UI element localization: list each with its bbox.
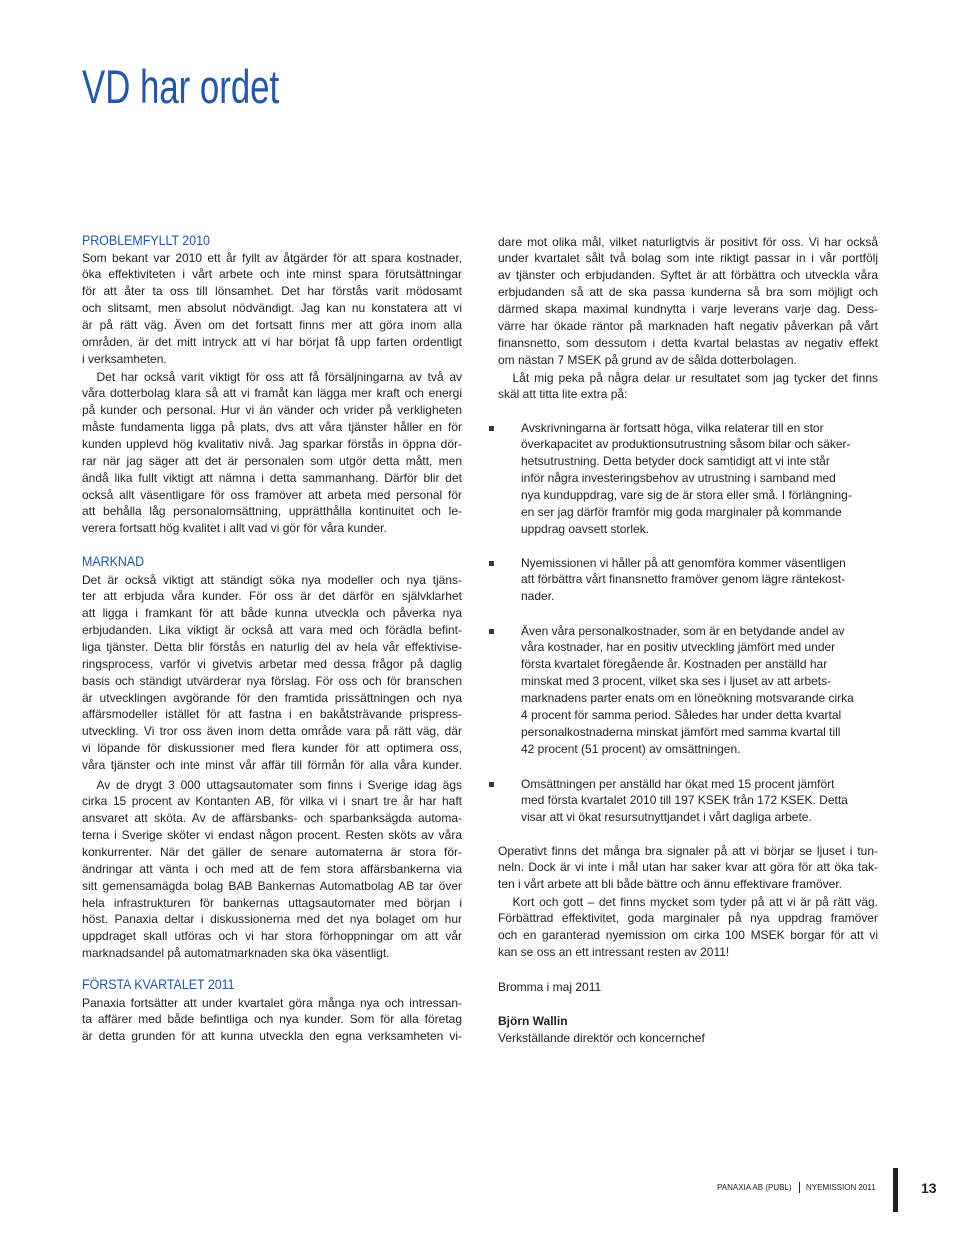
text-line: i verksamheten. xyxy=(82,351,167,366)
text-line: första kvartalet föregående år. Kostnaden per anställd har xyxy=(521,657,828,672)
text-line: neln. Dock är vi inte i mål utan har saker kvar att göra för att öka tak- xyxy=(498,860,878,875)
text-line: av tjänster och erbjudanden. Syftet är att förbättra och utveckla våra xyxy=(498,268,878,283)
paragraph xyxy=(82,572,462,774)
text-line: nya kunduppdrag, vare sig de är stora eller små. I förlängning- xyxy=(521,487,852,502)
paragraph xyxy=(498,894,878,961)
text-line: ändå lika fullt viktigt att nämna i detta sammanhang. Därför blir det xyxy=(82,470,462,485)
section-heading-forsta-kvartalet: FÖRSTA KVARTALET 2011 xyxy=(82,976,235,992)
text-line: visar att vi ökat resursutnyttjandet i vårt dagliga arbete. xyxy=(521,810,812,825)
text-line: Av de drygt 3 000 uttagsautomater som finns i Sverige idag ägs xyxy=(96,777,462,792)
text-line: överkapacitet av produktionsutrustning såsom bilar och säker- xyxy=(521,437,851,452)
text-line: att förbättra vårt finansnetto framöver genom lägre räntekost- xyxy=(521,572,846,587)
text-line: och en garanterad nyemission om cirka 100 MSEK borgar för att vi xyxy=(498,928,878,943)
text-line: kan se oss an ett intressant resten av 2011! xyxy=(498,945,730,960)
text-line: Panaxia fortsätter att under kvartalet göra många nya och intressan- xyxy=(82,995,462,1010)
text-line: cirka 15 procent av Kontanten AB, för vilka vi i snart tre år har haft xyxy=(82,794,462,809)
text-line: Det har också varit viktigt för oss att få försäljningarna av två av xyxy=(96,369,462,384)
text-line: affärsmodeller istället för att fastna i en bakåtsträvande prispress- xyxy=(82,707,462,722)
text-line: med första kvartalet 2010 till 197 KSEK från 172 KSEK. Detta xyxy=(521,793,848,808)
text-line: uppdraget skall utföras och vi har stora förhoppningar om att vår xyxy=(82,929,462,944)
text-line: våra dotterbolag klara så att vi framåt kan lägga mer kraft och energi xyxy=(82,386,462,401)
text-line: Låt mig peka på några delar ur resultatet som jag tycker det finns xyxy=(512,370,878,385)
text-line: är utvecklingen avgörande för den framtida prissättningen och nya xyxy=(82,690,462,705)
text-line: Omsättningen per anställd har ökat med 15 procent jämfört xyxy=(521,776,835,791)
text-line: marknadsandel på automatmarknaden ska öka väsentligt. xyxy=(82,946,390,961)
footer-document-name: NYEMISSION 2011 xyxy=(806,1183,876,1192)
text-line: erbjudanden. Lika viktigt är också att vara med och förädla befint- xyxy=(82,623,462,638)
text-line: och slitsamt, men absolut nödvändigt. Jag kan nu konstatera att vi xyxy=(82,301,462,316)
text-line: Det är också viktigt att ständigt söka nya modeller och nya tjäns- xyxy=(82,572,462,587)
signature-title: Verkställande direktör och koncernchef xyxy=(498,1030,705,1045)
text-line: att behålla låg personalomsättning, upprätthålla kontinuitet och le- xyxy=(82,504,462,519)
paragraph xyxy=(82,777,462,962)
text-line: är detta grunden för att kunna utveckla den egna verksamheten vi- xyxy=(82,1029,462,1044)
right-column xyxy=(498,0,878,1241)
paragraph xyxy=(498,843,878,894)
text-line: minskat med 3 procent, vilket ska ses i ljuset av att arbets- xyxy=(521,674,832,689)
paragraph xyxy=(498,234,878,369)
text-line: Avskrivningarna är fortsatt höga, vilka relaterar till en stor xyxy=(521,420,824,435)
bullet-square-icon xyxy=(489,426,494,431)
section-heading-problemfyllt: PROBLEMFYLLT 2010 xyxy=(82,232,210,248)
text-line: Förbättrad effektivitet, goda marginaler på nya uppdrag framöver xyxy=(498,911,878,926)
text-line: ta affärer med både befintliga och nya kunder. Som för alla företag xyxy=(82,1012,462,1027)
text-line: hetsutrustning. Detta betyder dock samtidigt att vi inte står xyxy=(521,454,830,469)
text-line: konkurrenter. När det gäller de senare automaterna är stora för- xyxy=(82,844,462,859)
text-line: ansvaret att sköta. Av de affärsbanks- och sparbanksägda automa- xyxy=(82,811,462,826)
text-line: inför några investeringsbehov av utrustning i samband med xyxy=(521,471,836,486)
left-column xyxy=(82,0,462,1241)
text-line: skäl att titta lite extra på: xyxy=(498,387,628,402)
text-line: uppdrag oavsett storlek. xyxy=(521,521,650,536)
text-line: Kort och gott – det finns mycket som tyder på att vi är på rätt väg. xyxy=(512,894,878,909)
text-line: marknadens parter enats om en löneökning motsvarande cirka xyxy=(521,690,854,705)
text-line: terna i Sverige sköter vi endast någon procent. Resten sköts av våra xyxy=(82,828,462,843)
paragraph xyxy=(82,250,462,368)
text-line: rar när jag säger att det är personalen som utgör detta mått, men xyxy=(82,453,462,468)
text-line: höst. Panaxia deltar i diskussionerna med det nya bolaget om hur xyxy=(82,912,462,927)
text-line: på kunder och personal. Hur vi än vänder och vrider på verkligheten xyxy=(82,403,462,418)
text-line: måste fundamenta ligga på plats, dvs att våra tjänster håller en för xyxy=(82,420,462,435)
text-line: hela infrastrukturen för bankernas uttagsautomater med början i xyxy=(82,895,462,910)
text-line: våra kostnader, har en positiv utveckling jämfört med under xyxy=(521,640,836,655)
bullet-square-icon xyxy=(489,782,494,787)
text-line: verera fortsatt hög kvalitet i allt vad vi gör för våra kunder. xyxy=(82,521,387,536)
text-line: erbjudanden så att de ska passa kunderna så bra som möjligt och xyxy=(498,285,878,300)
text-line: finansnetto, som dessutom i detta kvartal belastas av negativ effekt xyxy=(498,335,878,350)
place-and-date: Bromma i maj 2011 xyxy=(498,979,602,994)
text-line: ringsprocess, varför vi givetvis arbetar med dessa frågor på daglig xyxy=(82,656,462,671)
section-heading-marknad: MARKNAD xyxy=(82,553,145,569)
text-line: Även våra personalkostnader, som är en betydande andel av xyxy=(521,623,845,638)
text-line: ten i vårt arbete att bli både bättre och ännu effektivare framöver. xyxy=(498,877,842,892)
paragraph xyxy=(498,370,878,404)
footer-bar xyxy=(893,1168,898,1212)
text-line: Som bekant var 2010 ett år fyllt av åtgärder för att spara kostnader, xyxy=(82,250,462,265)
text-line: under kvartalet sålt två bolag som inte riktigt passar in i vår portfölj xyxy=(498,251,878,266)
text-line: en ser jag därför framför mig goda marginaler på kommande xyxy=(521,504,842,519)
text-line: 42 procent (51 procent) av omsättningen. xyxy=(521,741,741,756)
footer-company: PANAXIA AB (PUBL) xyxy=(717,1183,792,1192)
text-line: personalkostnaderna minskat jämfört med samma kvartal till xyxy=(521,724,841,739)
text-line: vi löpande för diskussioner med flera kunder för att optimera oss, xyxy=(82,741,462,756)
footer-separator xyxy=(799,1182,800,1193)
bullet-text xyxy=(521,420,878,538)
text-line: värre har ökade räntor på marknaden haft negativ påverkan på vårt xyxy=(498,318,878,333)
text-line: öka effektiviteten i vårt arbete och inte minst spara förutsättningar xyxy=(82,267,462,282)
text-line: ter att erbjuda våra kunder. För oss är det därför en självklarhet xyxy=(82,589,462,604)
bullet-square-icon xyxy=(489,629,494,634)
text-line: Operativt finns det många bra signaler på att vi börjar se ljuset i tun- xyxy=(498,843,878,858)
bullet-text xyxy=(521,623,878,758)
text-line: för att åter ta oss till lönsamhet. Det har förstås varit mödosamt xyxy=(82,284,462,299)
text-line: utveckling. Vi tror oss även inom detta område vara på rätt väg, där xyxy=(82,724,462,739)
text-line: områden, är det mitt intryck att vi har börjat få upp farten ordentligt xyxy=(82,334,462,349)
text-line: liga tjänster. Detta blir förstås en naturlig del av hela vår effektivise- xyxy=(82,639,462,654)
page-number: 13 xyxy=(921,1180,937,1196)
paragraph xyxy=(82,369,462,537)
text-line: Nyemissionen vi håller på att genomföra kommer väsentligen xyxy=(521,555,846,570)
text-line: nader. xyxy=(521,589,555,604)
bullet-text xyxy=(521,555,878,606)
text-line: sitt gemensamägda bolag BAB Bankernas Automatbolag AB tar över xyxy=(82,878,462,893)
text-line: ändringar att vänta i och med att de fem stora affärsbankerna via xyxy=(82,861,462,876)
text-line: också allt väsentligare för oss framöver att arbeta med personal för xyxy=(82,487,462,502)
text-line: 4 procent för samma period. Således har under detta kvartal xyxy=(521,707,842,722)
text-line: kunden upplevd hög kvalitativ nivå. Jag sparkar förstås in öppna dör- xyxy=(82,436,462,451)
text-line: därmed skapa maximal kundnytta i varje leverans varje dag. Dess- xyxy=(498,301,878,316)
bullet-square-icon xyxy=(489,561,494,566)
text-line: basis och ständigt utvärderar nya förslag. För oss och för branschen xyxy=(82,673,462,688)
signature-name: Björn Wallin xyxy=(498,1013,568,1028)
page-title: VD har ordet xyxy=(82,60,280,113)
text-line: dare mot olika mål, vilket naturligtvis är positivt för oss. Vi har också xyxy=(498,234,878,249)
text-line: våra tjänster och inte minst vår affär till förmån för alla våra kunder. xyxy=(82,757,462,772)
paragraph xyxy=(82,995,462,1046)
text-line: är på rätt väg. Även om det fortsatt finns mer att göra inom alla xyxy=(82,317,462,332)
text-line: att ligga i framkant för att både kunna utveckla och påverka nya xyxy=(82,606,462,621)
bullet-text xyxy=(521,776,878,827)
text-line: om nästan 7 MSEK på grund av de sålda dotterbolagen. xyxy=(498,352,797,367)
